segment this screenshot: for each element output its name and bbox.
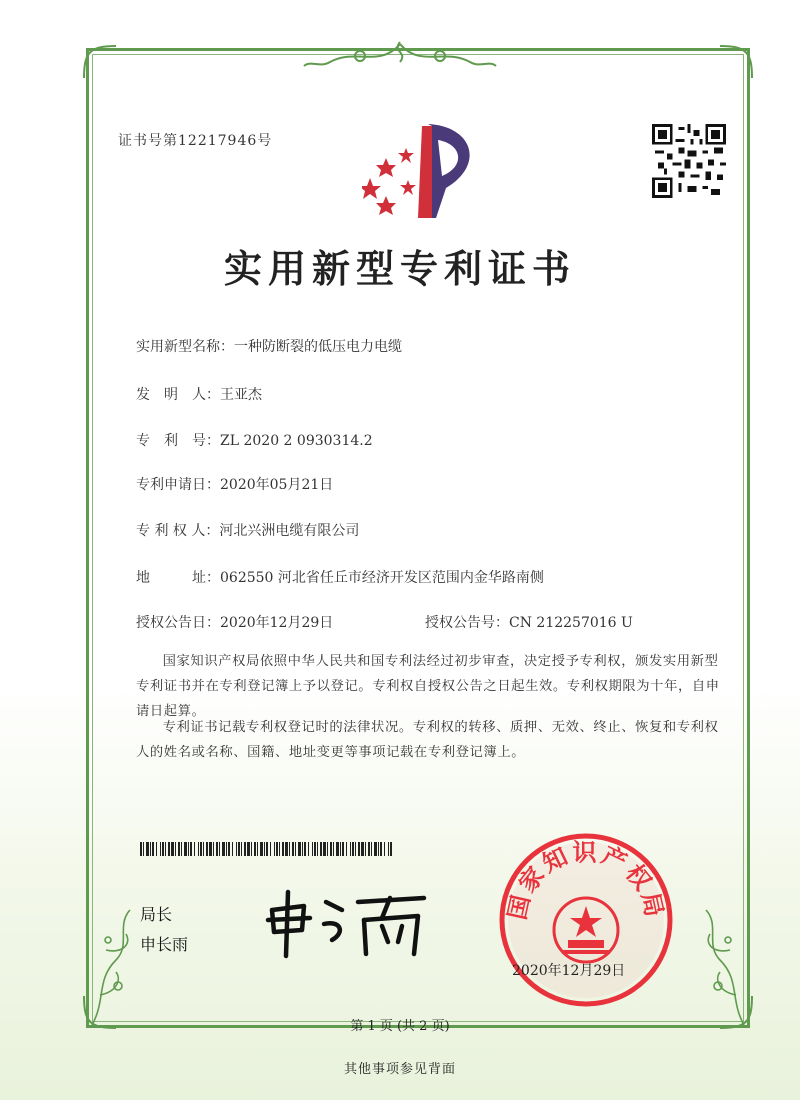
- footer-note: 其他事项参见背面: [343, 1062, 456, 1077]
- field-label: 实用新型名称：: [136, 339, 234, 355]
- director-title: 局长: [140, 905, 173, 924]
- field-grant-date: [136, 612, 333, 632]
- floral-ornament-left-icon: [86, 900, 146, 1030]
- field-label: 地 址：: [136, 570, 220, 586]
- seal-date: 2020年12月29日: [512, 963, 626, 979]
- field-label: 授权公告日：: [136, 615, 220, 631]
- field-value: 河北兴洲电缆有限公司: [219, 523, 360, 539]
- corner-ornament-top-left-icon: [80, 42, 120, 82]
- field-value: 一种防断裂的低压电力电缆: [234, 339, 402, 355]
- field-value: 2020年12月29日: [220, 615, 334, 631]
- certificate-title: 实用新型专利证书: [223, 246, 576, 291]
- field-label: 授权公告号：: [425, 615, 509, 631]
- qr-code-icon: [652, 124, 726, 198]
- field-value: ZL 2020 2 0930314.2: [220, 433, 373, 449]
- field-value: 062550 河北省任丘市经济开发区范围内金华路南侧: [220, 570, 544, 586]
- body-paragraph-2: 专利证书记载专利权登记时的法律状况。专利权的转移、质押、无效、终止、恢复和专利权人的姓名或名称、国籍、地址变更等事项记载在专利登记簿上。: [136, 720, 719, 760]
- corner-ornament-top-right-icon: [716, 42, 756, 82]
- field-value: 2020年05月21日: [220, 477, 334, 493]
- field-patentee: [136, 520, 359, 540]
- field-label: 专利申请日：: [136, 477, 220, 493]
- field-label: 专 利 号：: [136, 433, 220, 449]
- field-value: 王亚杰: [220, 387, 262, 403]
- top-ornament-icon: [300, 38, 500, 78]
- barcode-icon: [140, 842, 392, 856]
- field-filing-date: [136, 474, 333, 494]
- field-grant-number: [425, 612, 633, 632]
- handwritten-signature-icon: [262, 880, 432, 960]
- field-label: 发 明 人：: [136, 387, 220, 403]
- field-label: 专 利 权 人：: [136, 523, 220, 539]
- seal-text: 国家知识产权局: [503, 838, 669, 923]
- official-seal-icon: [498, 832, 674, 1008]
- floral-ornament-right-icon: [690, 900, 750, 1030]
- patent-office-logo-icon: [362, 118, 484, 222]
- body-paragraph-1: 国家知识产权局依照中华人民共和国专利法经过初步审查，决定授予专利权，颁发实用新型专利证书并在专利登记簿上予以登记。专利权自授权公告之日起生效。专利权期限为十年，自申请日起算。: [136, 654, 720, 719]
- certificate-serial-number: 证书号第12217946号: [118, 133, 273, 149]
- director-name: 申长雨: [140, 935, 189, 954]
- field-utility-model-name: [136, 336, 402, 356]
- field-address: [136, 567, 544, 587]
- field-patent-number: [136, 430, 373, 450]
- page-number: 第 1 页 (共 2 页): [350, 1019, 450, 1034]
- field-value: CN 212257016 U: [509, 615, 633, 631]
- field-inventor: [136, 384, 262, 404]
